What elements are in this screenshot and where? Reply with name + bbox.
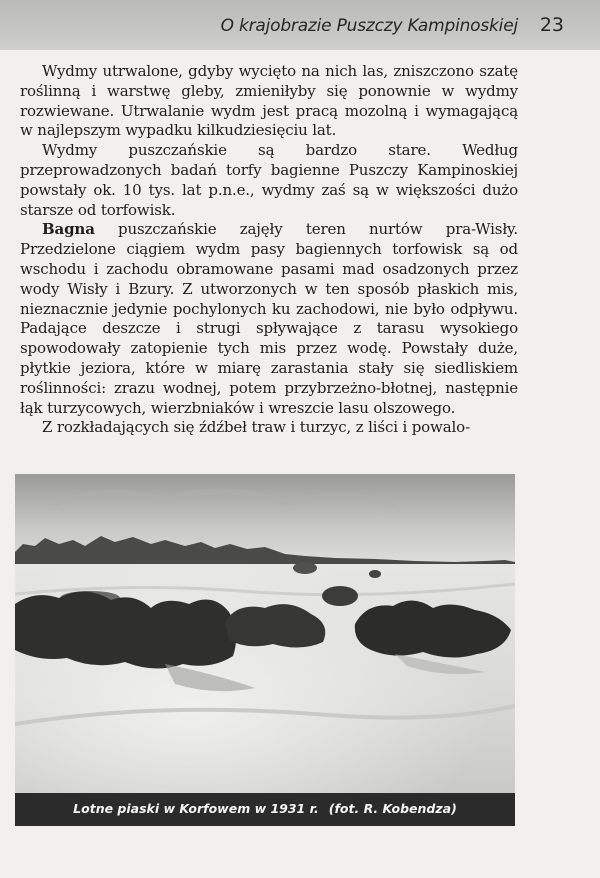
paragraph-marshes-text: puszczańskie zajęły teren nurtów pra-Wisły. Przedzielone ciągiem wydm pasy bagiennych torfowisk są od wschodu i zachodu obramowane pasami mad osadzonych przez wody Wisły i Bzury. Z utworzonych w ten sposób płaskich mis, nieznacznie jedynie pochylonych ku zachodowi, nie było odpływu. Padające deszcze i strugi spływające z tarasu wysokiego spowodowały zatopienie tych mis przez wodę. Powstały duże, płytkie jeziora, które w miarę zarastania stały się siedliskiem roślinności: zrazu wodnej, potem przybrzeżno-błotnej, następnie łąk turzycowych, wierzbniaków i wreszcie lasu olszowego. [20, 220, 518, 417]
foreground-bushes [15, 591, 236, 668]
page-number: 23 [539, 14, 564, 36]
photo-credit: (fot. R. Kobendza) [328, 801, 457, 816]
dune-photograph [15, 474, 515, 826]
term-bagna: Bagna [42, 220, 95, 239]
photo-caption-bar [15, 793, 515, 826]
paragraph-dune-age: Wydmy puszczańskie są bardzo stare. Według przeprowadzonych badań torfy bagienne Puszczy Kampinoskiej powstały ok. 10 tys. lat p.n.e., wydmy zaś są w większości dużo starsze od torfowisk. [20, 141, 518, 219]
dune-landscape-image [15, 474, 515, 826]
paragraph-marshes [20, 220, 518, 418]
photo-caption [15, 801, 515, 816]
running-title: O krajobrazie Puszczy Kampinoskiej [220, 16, 518, 36]
body-text [20, 62, 518, 438]
paragraph-decomposing-grass: Z rozkładających się źdźbeł traw i turzyc, z liści i powalo- [42, 418, 470, 437]
shrub [369, 570, 381, 578]
shrub [322, 586, 358, 606]
caption-text: Lotne piaski w Korfowem w 1931 r. [73, 801, 319, 816]
paragraph-stabilized-dunes: Wydmy utrwalone, gdyby wycięto na nich las, zniszczono szatę roślinną i warstwę gleby, zmieniłyby się ponownie w wydmy rozwiewane. Utrwalanie wydm jest pracą mozolną i wymagającą w najlepszym wypadku kilkudziesięciu lat. [20, 62, 518, 140]
running-header [0, 0, 600, 50]
shrub [293, 562, 317, 574]
